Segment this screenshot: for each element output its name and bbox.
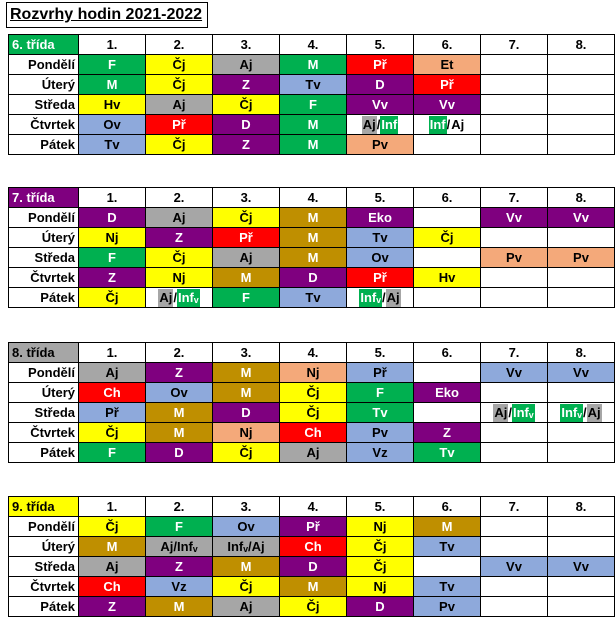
class-name: 9. třída [9, 497, 79, 517]
lesson-cell: M [280, 115, 347, 135]
lesson-cell: M [414, 517, 481, 537]
day-label: Čtvrtek [9, 423, 79, 443]
lesson-cell: Tv [414, 577, 481, 597]
lesson-cell: Čj [79, 517, 146, 537]
lesson-cell [548, 443, 615, 463]
lesson-cell: Z [146, 363, 213, 383]
table-row [9, 517, 615, 537]
table-row [9, 443, 615, 463]
lesson-cell: Aj [146, 95, 213, 115]
class-name: 7. třída [9, 188, 79, 208]
lesson-cell [481, 75, 548, 95]
period-header: 7. [481, 188, 548, 208]
lesson-cell [548, 383, 615, 403]
lesson-cell: D [280, 557, 347, 577]
period-header: 2. [146, 343, 213, 363]
lesson-cell: Z [213, 135, 280, 155]
lesson-cell [414, 115, 481, 135]
period-header: 5. [347, 35, 414, 55]
lesson-cell [548, 75, 615, 95]
lesson-cell: Tv [347, 403, 414, 423]
lesson-cell: Pv [481, 248, 548, 268]
lesson-cell: Vz [347, 443, 414, 463]
timetable-6 [8, 34, 615, 155]
lesson-cell: Vv [548, 557, 615, 577]
period-header: 8. [548, 343, 615, 363]
day-label: Úterý [9, 228, 79, 248]
lesson-cell: D [213, 115, 280, 135]
table-row [9, 403, 615, 423]
lesson-cell: Vv [481, 557, 548, 577]
lesson-cell: Aj [213, 55, 280, 75]
lesson-cell [146, 288, 213, 308]
table-row [9, 423, 615, 443]
lesson-cell: Z [213, 75, 280, 95]
lesson-cell: Ch [280, 423, 347, 443]
lesson-cell: F [146, 517, 213, 537]
lesson-cell: Aj [213, 248, 280, 268]
lesson-cell: Z [146, 228, 213, 248]
table-row [9, 363, 615, 383]
lesson-cell: F [79, 248, 146, 268]
day-label: Středa [9, 95, 79, 115]
period-header: 7. [481, 497, 548, 517]
lesson-cell [481, 423, 548, 443]
lesson-cell [481, 517, 548, 537]
period-header: 8. [548, 188, 615, 208]
lesson-cell [481, 403, 548, 423]
lesson-cell: Aj [146, 208, 213, 228]
table-row [9, 288, 615, 308]
lesson-cell [213, 537, 280, 557]
lesson-cell: Čj [280, 597, 347, 617]
lesson-cell [548, 577, 615, 597]
lesson-cell: Nj [347, 517, 414, 537]
lesson-cell: Vv [481, 208, 548, 228]
lesson-part: Infᵥ/Aj [227, 538, 265, 554]
lesson-cell [548, 597, 615, 617]
lesson-part: Infᵥ [360, 289, 381, 305]
lesson-cell: Čj [280, 403, 347, 423]
table-row [9, 75, 615, 95]
lesson-cell: Hv [79, 95, 146, 115]
period-header: 5. [347, 343, 414, 363]
lesson-cell: Př [213, 228, 280, 248]
lesson-cell: Vv [414, 95, 481, 115]
header-row [9, 35, 615, 55]
lesson-cell: Aj [79, 557, 146, 577]
day-label: Úterý [9, 75, 79, 95]
period-header: 4. [280, 497, 347, 517]
lesson-cell: Čj [146, 55, 213, 75]
lesson-cell [481, 597, 548, 617]
lesson-cell: M [146, 423, 213, 443]
lesson-cell: Nj [280, 363, 347, 383]
timetable-9 [8, 496, 615, 617]
lesson-cell: Vz [146, 577, 213, 597]
lesson-cell: M [79, 75, 146, 95]
period-header: 3. [213, 343, 280, 363]
period-header: 5. [347, 188, 414, 208]
lesson-cell: Z [79, 597, 146, 617]
day-label: Pátek [9, 597, 79, 617]
day-label: Středa [9, 557, 79, 577]
timetable-8 [8, 342, 615, 463]
day-label: Pondělí [9, 363, 79, 383]
lesson-cell: F [280, 95, 347, 115]
lesson-cell [481, 228, 548, 248]
lesson-cell [548, 403, 615, 423]
period-header: 5. [347, 497, 414, 517]
lesson-cell: D [79, 208, 146, 228]
lesson-cell: Tv [347, 228, 414, 248]
lesson-cell [548, 55, 615, 75]
period-header: 4. [280, 35, 347, 55]
period-header: 4. [280, 188, 347, 208]
lesson-cell: Vv [548, 208, 615, 228]
period-header: 4. [280, 343, 347, 363]
lesson-part: Infᵥ [178, 289, 199, 305]
lesson-cell [414, 208, 481, 228]
lesson-cell: Čj [213, 443, 280, 463]
day-label: Čtvrtek [9, 268, 79, 288]
lesson-cell: M [213, 383, 280, 403]
lesson-cell [548, 95, 615, 115]
lesson-cell: Hv [414, 268, 481, 288]
table-row [9, 577, 615, 597]
period-header: 1. [79, 343, 146, 363]
lesson-cell [481, 135, 548, 155]
lesson-cell: Ov [347, 248, 414, 268]
timetable-7 [8, 187, 615, 308]
lesson-cell [414, 135, 481, 155]
lesson-cell [481, 115, 548, 135]
lesson-part: Aj [159, 289, 173, 305]
lesson-cell: Čj [347, 557, 414, 577]
header-row [9, 497, 615, 517]
day-label: Úterý [9, 537, 79, 557]
lesson-cell: M [79, 537, 146, 557]
lesson-part: Inf [429, 116, 446, 132]
lesson-cell [548, 268, 615, 288]
lesson-cell: Ov [79, 115, 146, 135]
period-header: 3. [213, 497, 280, 517]
separator: / [583, 404, 587, 420]
period-header: 3. [213, 188, 280, 208]
lesson-cell: Nj [79, 228, 146, 248]
lesson-cell: Čj [280, 383, 347, 403]
period-header: 2. [146, 497, 213, 517]
lesson-cell: Ov [213, 517, 280, 537]
lesson-cell: M [280, 208, 347, 228]
period-header: 1. [79, 35, 146, 55]
lesson-cell: Pv [414, 597, 481, 617]
period-header: 6. [414, 497, 481, 517]
period-header: 8. [548, 497, 615, 517]
class-name: 6. třída [9, 35, 79, 55]
lesson-cell [481, 95, 548, 115]
lesson-cell: Eko [414, 383, 481, 403]
lesson-cell: D [146, 443, 213, 463]
lesson-cell: Nj [347, 577, 414, 597]
lesson-cell [146, 537, 213, 557]
day-label: Pátek [9, 135, 79, 155]
lesson-cell [548, 135, 615, 155]
lesson-cell: Z [79, 268, 146, 288]
lesson-cell: Čj [146, 75, 213, 95]
lesson-cell: Př [347, 363, 414, 383]
period-header: 6. [414, 343, 481, 363]
day-label: Pondělí [9, 517, 79, 537]
separator: / [376, 116, 381, 132]
day-label: Pátek [9, 288, 79, 308]
period-header: 2. [146, 188, 213, 208]
lesson-cell: D [347, 75, 414, 95]
lesson-cell: Pv [347, 135, 414, 155]
separator: / [446, 116, 451, 132]
period-header: 7. [481, 35, 548, 55]
period-header: 8. [548, 35, 615, 55]
lesson-cell: M [213, 268, 280, 288]
table-row [9, 115, 615, 135]
lesson-cell [481, 268, 548, 288]
lesson-cell: Nj [146, 268, 213, 288]
period-header: 6. [414, 188, 481, 208]
table-row [9, 135, 615, 155]
lesson-cell [481, 383, 548, 403]
lesson-cell: Tv [414, 443, 481, 463]
lesson-cell: Př [280, 517, 347, 537]
lesson-cell: D [280, 268, 347, 288]
lesson-part: Aj/Infᵥ [160, 538, 198, 554]
lesson-cell: Z [146, 557, 213, 577]
lesson-cell: D [347, 597, 414, 617]
lesson-cell: Tv [414, 537, 481, 557]
lesson-cell [548, 115, 615, 135]
lesson-cell: Vv [481, 363, 548, 383]
table-row [9, 557, 615, 577]
header-row [9, 343, 615, 363]
lesson-cell: Aj [213, 597, 280, 617]
period-header: 1. [79, 497, 146, 517]
lesson-cell [481, 537, 548, 557]
separator: / [382, 289, 386, 305]
lesson-cell: Čj [146, 135, 213, 155]
lesson-cell [548, 537, 615, 557]
lesson-cell: M [146, 597, 213, 617]
lesson-cell [414, 403, 481, 423]
lesson-cell: Ch [79, 577, 146, 597]
table-row [9, 95, 615, 115]
table-row [9, 268, 615, 288]
lesson-cell [414, 288, 481, 308]
lesson-cell: Tv [280, 75, 347, 95]
lesson-part: Aj [587, 404, 601, 420]
lesson-cell [347, 288, 414, 308]
lesson-cell [414, 248, 481, 268]
lesson-cell: Čj [213, 208, 280, 228]
period-header: 7. [481, 343, 548, 363]
lesson-cell: Vv [548, 363, 615, 383]
lesson-cell: Čj [79, 288, 146, 308]
lesson-cell: Př [146, 115, 213, 135]
lesson-cell: M [280, 135, 347, 155]
lesson-cell: Eko [347, 208, 414, 228]
lesson-cell: M [280, 577, 347, 597]
lesson-cell: M [146, 403, 213, 423]
lesson-cell: M [280, 228, 347, 248]
lesson-cell: Př [414, 75, 481, 95]
lesson-cell: Tv [280, 288, 347, 308]
day-label: Středa [9, 403, 79, 423]
lesson-cell [347, 115, 414, 135]
lesson-cell: M [213, 557, 280, 577]
day-label: Pátek [9, 443, 79, 463]
lesson-cell: Čj [79, 423, 146, 443]
lesson-cell: Př [347, 268, 414, 288]
lesson-cell: Z [414, 423, 481, 443]
day-label: Úterý [9, 383, 79, 403]
lesson-cell [481, 288, 548, 308]
table-row [9, 228, 615, 248]
lesson-part: Inf [381, 116, 398, 132]
lesson-part: Infᵥ [513, 404, 534, 420]
lesson-cell [481, 443, 548, 463]
lesson-cell: F [347, 383, 414, 403]
lesson-part: Aj [494, 404, 508, 420]
lesson-cell: Et [414, 55, 481, 75]
lesson-cell: Aj [280, 443, 347, 463]
day-label: Čtvrtek [9, 115, 79, 135]
lesson-part: Aj [386, 289, 400, 305]
lesson-cell: Ch [79, 383, 146, 403]
lesson-cell: D [213, 403, 280, 423]
lesson-cell: M [280, 248, 347, 268]
lesson-cell [481, 55, 548, 75]
page-title: Rozvrhy hodin 2021-2022 [6, 2, 208, 28]
period-header: 3. [213, 35, 280, 55]
lesson-cell: Čj [146, 248, 213, 268]
lesson-cell: Čj [347, 537, 414, 557]
lesson-cell: Pv [548, 248, 615, 268]
lesson-part: Aj [362, 116, 376, 132]
table-row [9, 537, 615, 557]
lesson-cell [481, 577, 548, 597]
class-name: 8. třída [9, 343, 79, 363]
period-header: 6. [414, 35, 481, 55]
lesson-cell [414, 363, 481, 383]
lesson-cell: Ov [146, 383, 213, 403]
lesson-cell: Tv [79, 135, 146, 155]
lesson-cell: M [213, 363, 280, 383]
lesson-cell: Vv [347, 95, 414, 115]
day-label: Čtvrtek [9, 577, 79, 597]
table-row [9, 55, 615, 75]
lesson-cell [548, 288, 615, 308]
table-row [9, 383, 615, 403]
table-row [9, 597, 615, 617]
separator: / [508, 404, 512, 420]
period-header: 1. [79, 188, 146, 208]
day-label: Pondělí [9, 208, 79, 228]
lesson-cell: Čj [213, 95, 280, 115]
lesson-cell: F [79, 443, 146, 463]
lesson-part: Infᵥ [561, 404, 582, 420]
table-row [9, 208, 615, 228]
lesson-cell [414, 557, 481, 577]
lesson-cell: Nj [213, 423, 280, 443]
table-row [9, 248, 615, 268]
lesson-part: Aj [451, 116, 465, 132]
lesson-cell: M [280, 55, 347, 75]
lesson-cell: F [79, 55, 146, 75]
day-label: Pondělí [9, 55, 79, 75]
lesson-cell: Př [79, 403, 146, 423]
lesson-cell: Čj [414, 228, 481, 248]
lesson-cell: Čj [213, 577, 280, 597]
lesson-cell: F [213, 288, 280, 308]
day-label: Středa [9, 248, 79, 268]
lesson-cell [548, 423, 615, 443]
period-header: 2. [146, 35, 213, 55]
lesson-cell [548, 517, 615, 537]
lesson-cell: Př [347, 55, 414, 75]
lesson-cell [548, 228, 615, 248]
lesson-cell: Aj [79, 363, 146, 383]
lesson-cell: Ch [280, 537, 347, 557]
lesson-cell: Pv [347, 423, 414, 443]
header-row [9, 188, 615, 208]
separator: / [173, 289, 177, 305]
